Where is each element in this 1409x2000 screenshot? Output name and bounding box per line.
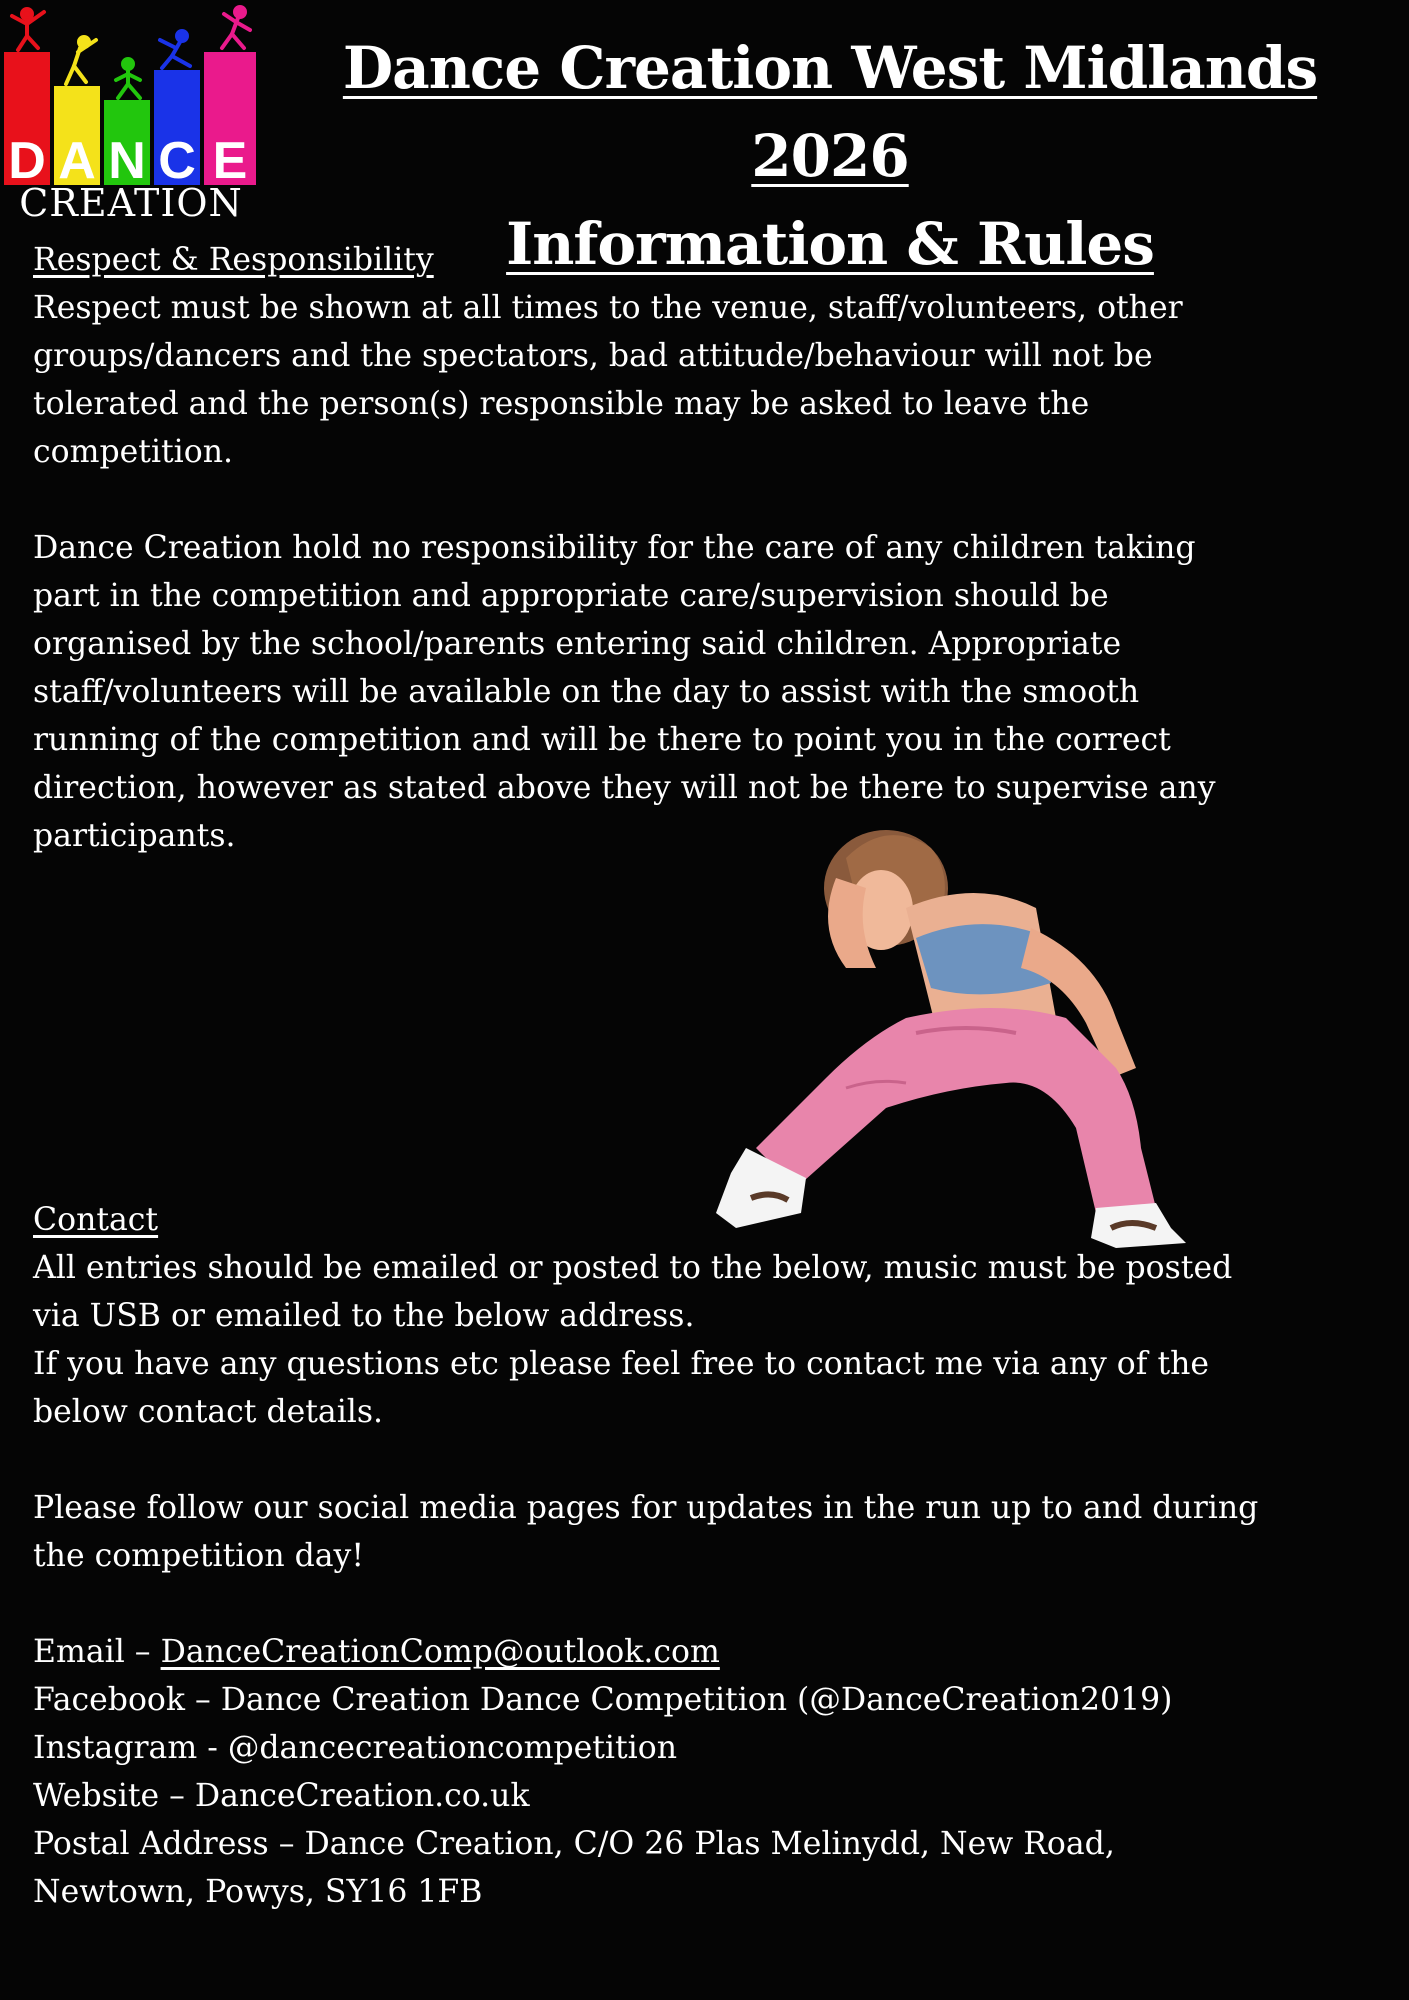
text-line: groups/dancers and the spectators, bad attitude/behaviour will not be xyxy=(33,338,1153,374)
text-line: running of the competition and will be there to point you in the correct xyxy=(33,722,1171,758)
logo-subword: CREATION xyxy=(19,181,243,222)
title-line-2: Information & Rules xyxy=(506,210,1154,278)
logo-letter-a: A xyxy=(58,132,96,190)
logo-dancer-blue xyxy=(160,31,190,68)
text-line: direction, however as stated above they will not be there to supervise any xyxy=(33,770,1216,806)
respect-paragraph-1 xyxy=(33,284,1393,476)
text-line: All entries should be emailed or posted to the below, music must be posted xyxy=(33,1250,1233,1286)
text-line: If you have any questions etc please feel free to contact me via any of the xyxy=(33,1346,1210,1382)
respect-heading: Respect & Responsibility xyxy=(33,242,434,278)
dance-creation-logo xyxy=(0,0,262,222)
respect-paragraph-2 xyxy=(33,524,1393,860)
text-line: below contact details. xyxy=(33,1394,384,1430)
text-line: organised by the school/parents entering said children. Appropriate xyxy=(33,626,1122,662)
text-line: staff/volunteers will be available on the day to assist with the smooth xyxy=(33,674,1140,710)
logo-letter-d: D xyxy=(8,132,46,190)
respect-section xyxy=(33,236,1393,860)
text-line: tolerated and the person(s) responsible may be asked to leave the xyxy=(33,386,1090,422)
website-row: Website – DanceCreation.co.uk xyxy=(33,1778,530,1814)
logo-dancer-pink xyxy=(222,7,250,48)
postal-address-line-1: Postal Address – Dance Creation, C/O 26 Plas Melinydd, New Road, xyxy=(33,1826,1115,1862)
contact-section xyxy=(33,1196,1393,1916)
email-row xyxy=(33,1628,1393,1676)
logo-dancer-red xyxy=(12,9,44,50)
text-line: part in the competition and appropriate care/supervision should be xyxy=(33,578,1109,614)
text-line: participants. xyxy=(33,818,236,854)
instagram-row: Instagram - @dancecreationcompetition xyxy=(33,1730,677,1766)
logo-letter-e: E xyxy=(212,132,248,190)
text-line: Dance Creation hold no responsibility for the care of any children taking xyxy=(33,530,1196,566)
text-line: Please follow our social media pages for updates in the run up to and during xyxy=(33,1490,1259,1526)
postal-address-line-2: Newtown, Powys, SY16 1FB xyxy=(33,1874,483,1910)
email-label: Email – xyxy=(33,1634,161,1670)
text-line: the competition day! xyxy=(33,1538,365,1574)
text-line: Respect must be shown at all times to the venue, staff/volunteers, other xyxy=(33,290,1183,326)
text-line: via USB or emailed to the below address. xyxy=(33,1298,695,1334)
contact-heading: Contact xyxy=(33,1202,159,1238)
title-line-1: Dance Creation West Midlands 2026 xyxy=(342,34,1318,190)
contact-paragraph-1 xyxy=(33,1244,1393,1436)
facebook-row: Facebook – Dance Creation Dance Competition (@DanceCreation2019) xyxy=(33,1682,1173,1718)
contact-details xyxy=(33,1628,1393,1916)
logo-letter-c: C xyxy=(158,132,196,190)
email-link[interactable]: DanceCreationComp@outlook.com xyxy=(160,1634,720,1670)
logo-dancer-yellow xyxy=(66,37,96,84)
text-line: competition. xyxy=(33,434,234,470)
logo-letter-n: N xyxy=(108,132,146,190)
contact-paragraph-2 xyxy=(33,1484,1393,1580)
dancer-photo xyxy=(716,818,1356,1248)
logo-dancer-green xyxy=(116,59,140,98)
